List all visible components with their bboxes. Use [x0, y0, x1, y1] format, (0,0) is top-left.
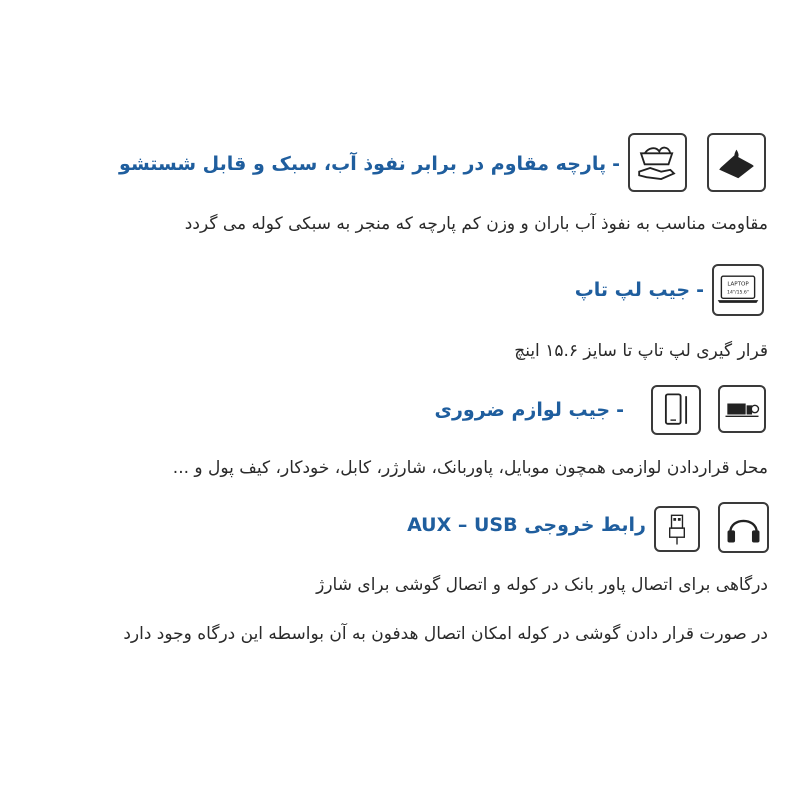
feature-title-accessories — [435, 401, 624, 420]
laptop-size-icon — [712, 264, 764, 316]
laptop-icon-sublabel: 14"/15.6" — [727, 290, 749, 296]
feature-title-usb-text: رابط خروجی AUX – USB — [407, 514, 646, 536]
heading-dash: - — [612, 153, 620, 175]
feature-title-laptop-text: جیب لپ تاپ — [574, 279, 691, 301]
accessories-icon — [718, 385, 766, 433]
headphones-icon — [718, 502, 769, 553]
feature-title-fabric — [119, 155, 620, 174]
laptop-icon-label: LAPTOP — [727, 281, 749, 288]
feature-desc-usb: درگاهی برای اتصال پاور بانک در کوله و اتصال گوشی برای شارژ — [316, 575, 768, 595]
heading-dash: - — [616, 399, 624, 421]
feature-title-fabric-text: پارچه مقاوم در برابر نفوذ آب، سبک و قابل شستشو — [119, 153, 607, 175]
phone-pen-icon — [651, 385, 701, 435]
feature-desc-usb-2: در صورت قرار دادن گوشی در کوله امکان اتصال هدفون به آن بواسطه این درگاه وجود دارد — [123, 624, 768, 644]
hand-washable-icon — [628, 133, 687, 192]
feature-title-accessories-text: جیب لوازم ضروری — [434, 399, 611, 421]
feature-desc-accessories: محل قراردادن لوازمی همچون موبایل، پاوربانک، شارژر، کابل، خودکار، کیف پول و ... — [172, 458, 768, 478]
heading-dash: - — [696, 279, 704, 301]
feature-title-laptop — [575, 281, 704, 300]
water-resistant-fabric-icon — [707, 133, 766, 192]
feature-desc-fabric: مقاومت مناسب به نفوذ آب باران و وزن کم پارچه که منجر به سبکی کوله می گردد — [184, 214, 768, 234]
feature-desc-laptop: قرار گیری لپ تاپ تا سایز ۱۵.۶ اینچ — [514, 341, 768, 361]
usb-port-icon — [654, 506, 700, 552]
feature-title-usb — [407, 516, 646, 535]
